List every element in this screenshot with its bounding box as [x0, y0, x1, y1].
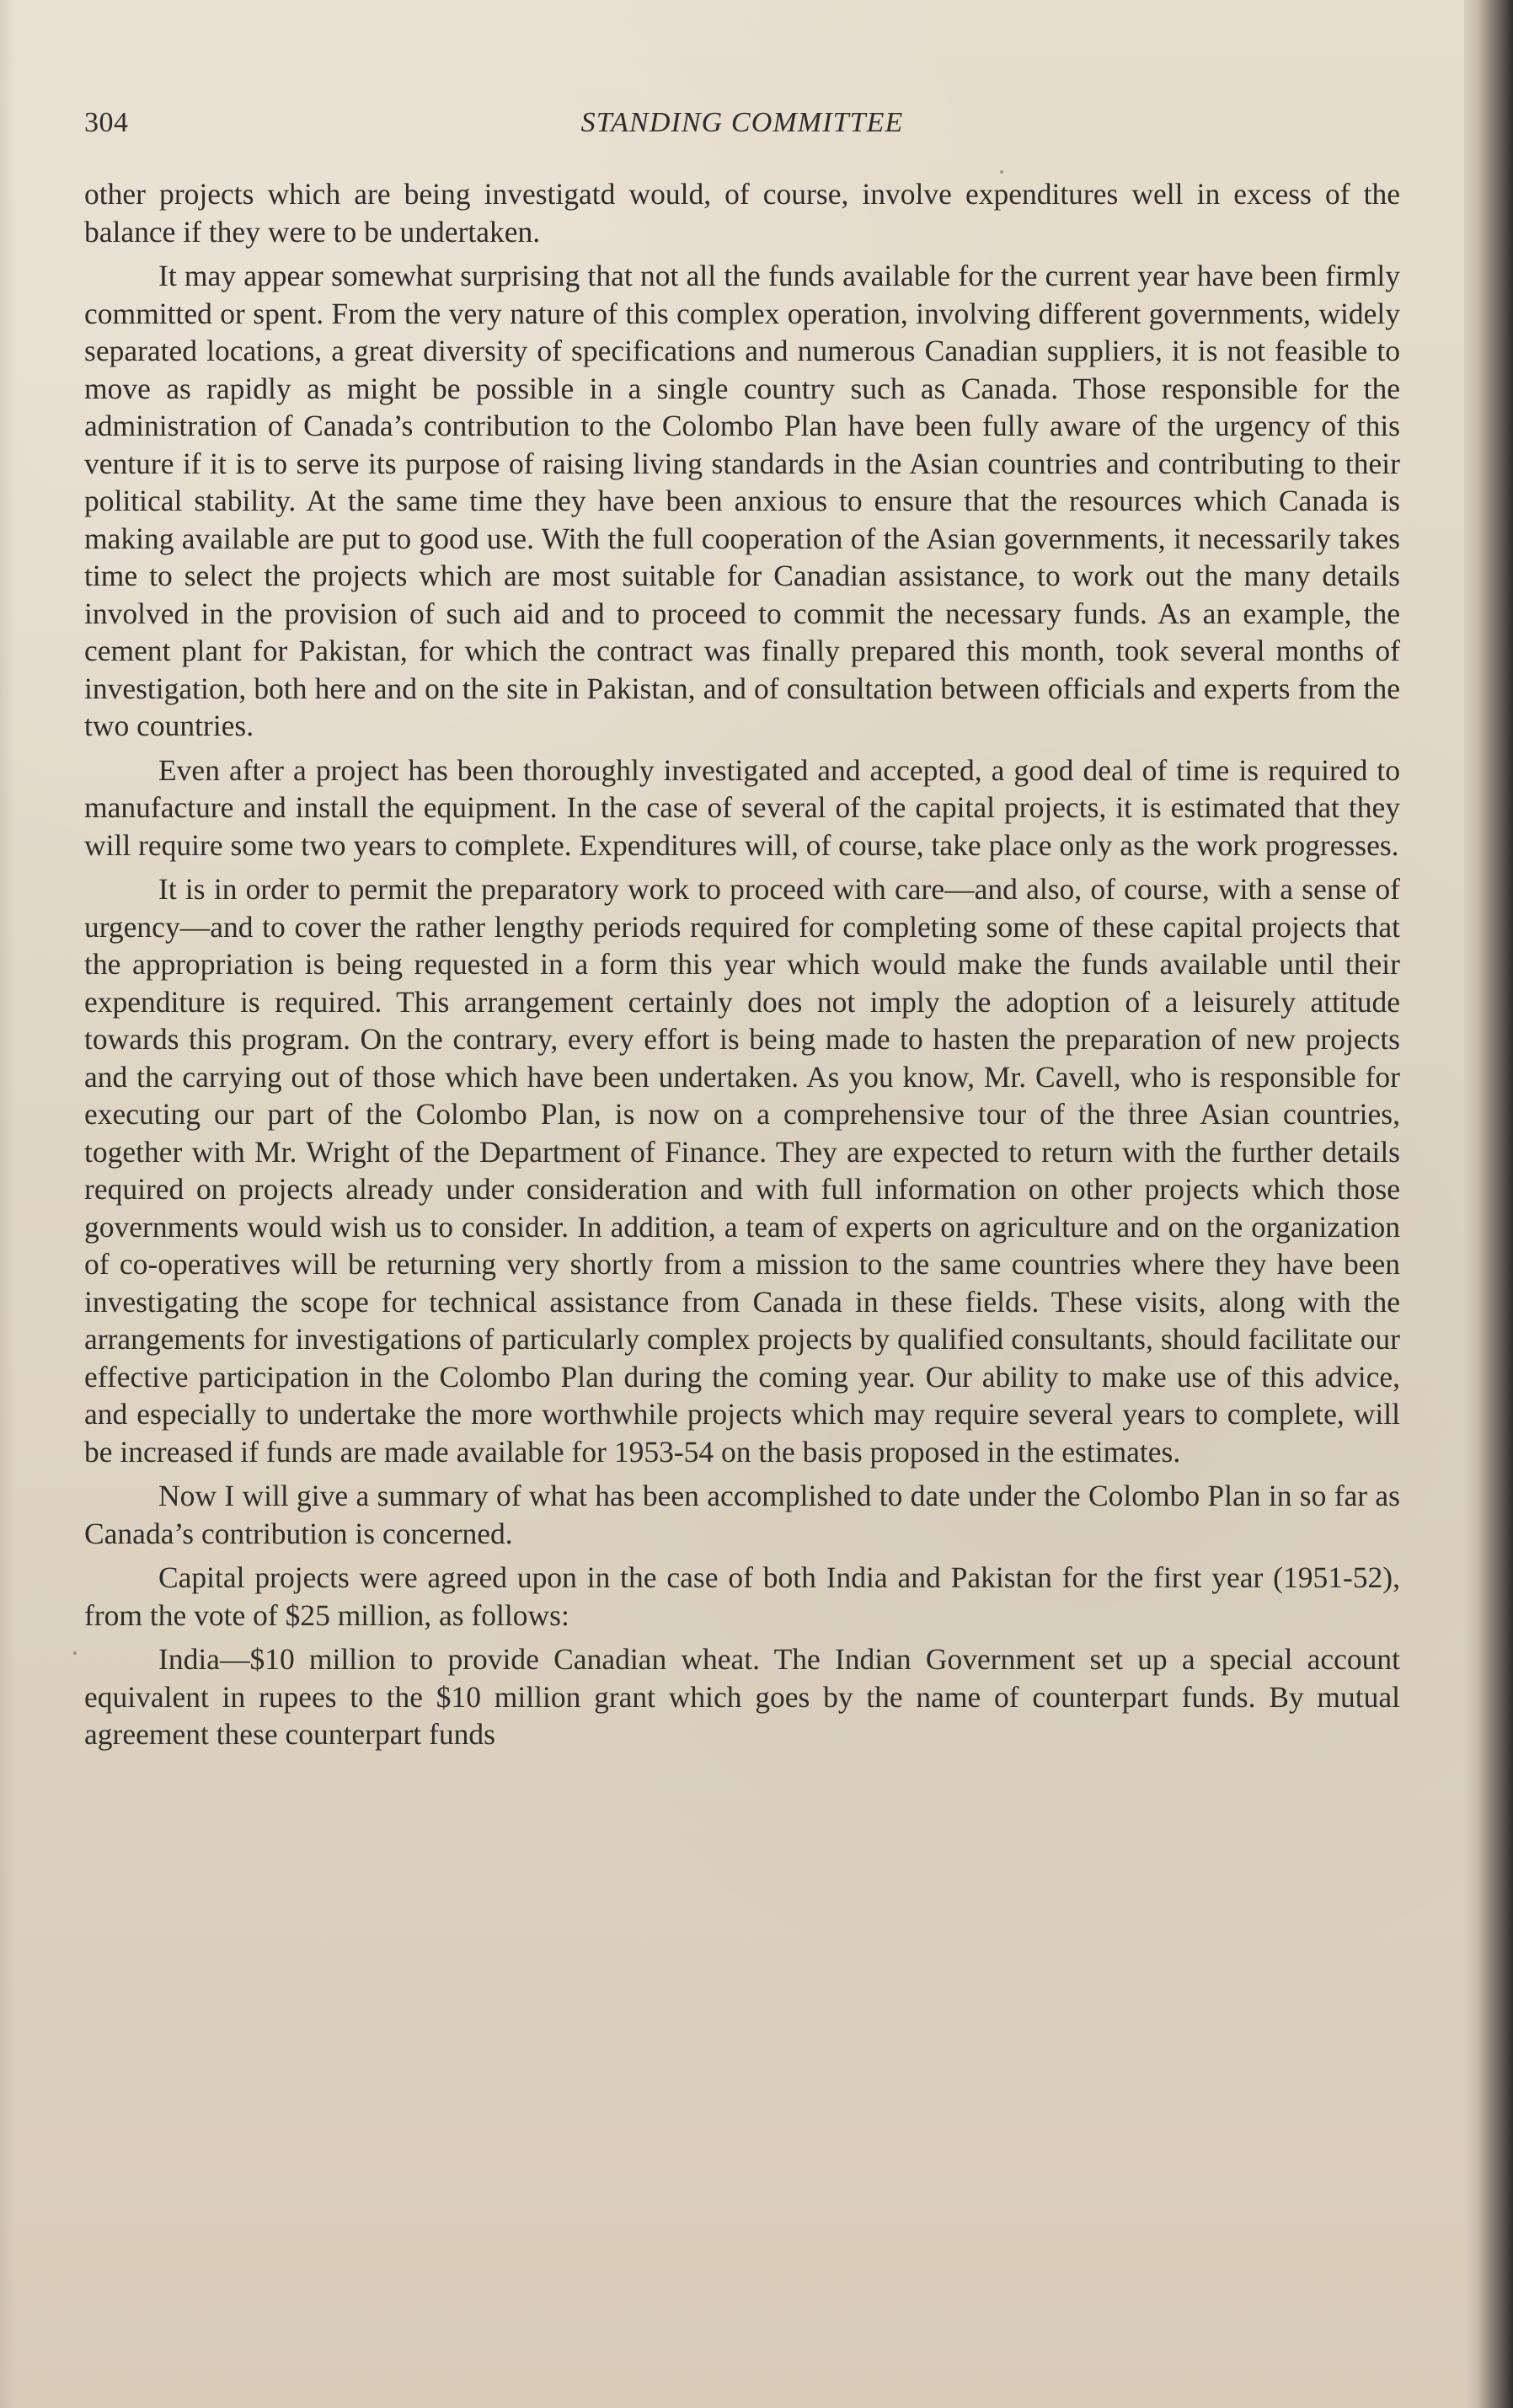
paragraph-capital-projects: Capital projects were agreed upon in the case of both India and Pakistan for the first year (1951-52), from the vote of $25 million, as follows:	[84, 1560, 1400, 1632]
paragraph-appropriation-rationale: It is in order to permit the preparatory work to proceed with care—and also, of course, with a sense of urgency—and to cover the rather lengthy periods required for completing some of these capital projects that the appropriation is being requested in a form this year which would make the funds available until their expenditure is required. This arrangement certainly does not imply the adoption of a leisurely attitude towards this program. On the contrary, every effort is being made to hasten the preparation of new projects and the carrying out of those which have been undertaken. As you know, Mr. Cavell, who is responsible for executing our part of the Colombo Plan, is now on a comprehensive tour of the three Asian countries, together with Mr. Wright of the Department of Finance. They are expected to return with the further details required on projects already under consideration and with full information on other projects which those governments would wish us to consider. In addition, a team of experts on agriculture and on the organization of co-operatives will be returning very shortly from a mission to the same countries where they have been investigating the scope for technical assistance from Canada in these fields. These visits, along with the arrangements for investigations of particularly complex projects by qualified consultants, should facilitate our effective participation in the Colombo Plan during the coming year. Our ability to make use of this advice, and especially to undertake the more worthwhile projects which may require several years to complete, will be increased if funds are made available for 1953-54 on the basis proposed in the estimates.	[84, 872, 1400, 1469]
running-title: STANDING COMMITTEE	[580, 107, 904, 138]
page-header	[84, 103, 1400, 143]
body-text	[84, 175, 1400, 1760]
print-speck	[1130, 1102, 1133, 1105]
paragraph-project-timing: Even after a project has been thoroughly investigated and accepted, a good deal of time is required to manufacture and install the equipment. In the case of several of the capital projects, it is estimated that they will require some two years to complete. Expenditures will, of course, take place only as the work progresses.	[84, 752, 1400, 862]
page-number: 304	[84, 107, 129, 138]
print-speck	[1000, 170, 1003, 174]
print-speck	[1080, 1105, 1083, 1107]
paragraph-continuation: other projects which are being investigatd would, of course, involve expenditures well in excess of the balance if they were to be undertaken.	[84, 177, 1400, 249]
page-binding-edge	[1464, 0, 1513, 2408]
paragraph-india-wheat: India—$10 million to provide Canadian wheat. The Indian Government set up a special account equivalent in rupees to the $10 million grant which goes by the name of counterpart funds. By mutual agreement these counterpart funds	[84, 1642, 1400, 1751]
paragraph-funds-availability: It may appear somewhat surprising that not all the funds available for the current year have been firmly committed or spent. From the very nature of this complex operation, involving different governments, widely separated locations, a great diversity of specifications and numerous Canadian suppliers, it is not feasible to move as rapidly as might be possible in a single country such as Canada. Those responsible for the administration of Canada’s contribution to the Colombo Plan have been fully aware of the urgency of this venture if it is to serve its purpose of raising living standards in the Asian countries and contributing to their political stability. At the same time they have been anxious to ensure that the resources which Canada is making available are put to good use. With the full cooperation of the Asian governments, it necessarily takes time to select the projects which are most suitable for Canadian assistance, to work out the many details involved in the provision of such aid and to proceed to commit the necessary funds. As an example, the cement plant for Pakistan, for which the contract was finally prepared this month, took several months of investigation, both here and on the site in Pakistan, and of consultation between officials and experts from the two countries.	[84, 259, 1400, 742]
page-left-shadow	[0, 0, 15, 2408]
print-speck	[73, 1651, 77, 1655]
print-speck	[485, 839, 489, 843]
paragraph-summary-intro: Now I will give a summary of what has been accomplished to date under the Colombo Plan in so far as Canada’s contribution is concerned.	[84, 1479, 1400, 1550]
